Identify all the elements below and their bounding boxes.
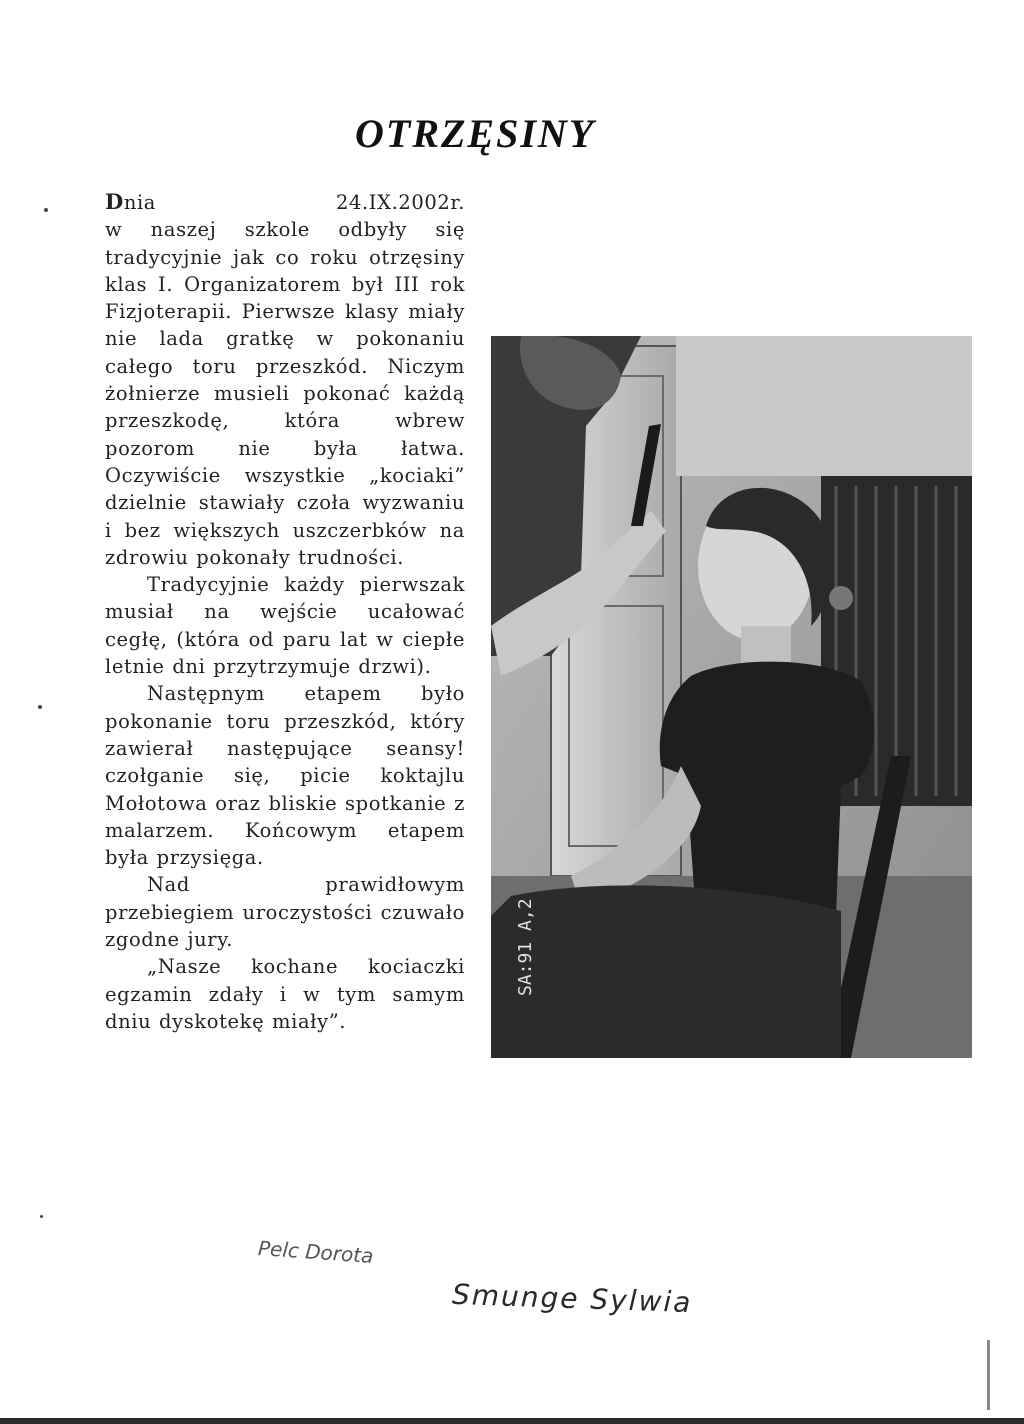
paragraph-1 <box>105 188 465 571</box>
article-date: 24.IX.2002r. <box>336 191 465 214</box>
paragraph-3: Następnym etapem było pokonanie toru przeszkód, który zawierał następujące seansy! czołganie się, picie koktajlu Mołotowa oraz bliskie spotkanie z malarzem. Końcowym etapem była przysięga. <box>105 682 465 870</box>
scan-bottom-edge <box>0 1418 1024 1424</box>
paragraph-2: Tradycyjnie każdy pierwszak musiał na wejście ucałować cegłę, (która od paru lat w ciepłe letnie dni przytrzymuje drzwi). <box>105 573 465 679</box>
event-photo <box>491 336 972 1058</box>
date-line <box>105 188 465 216</box>
page-title: OTRZĘSINY <box>355 111 596 156</box>
photo-date-stamp: SA:91 A,2 <box>515 898 536 996</box>
drop-cap: D <box>105 189 124 214</box>
scan-speck <box>44 208 48 212</box>
paragraph-4: Nad prawidłowym przebiegiem uroczystości czuwało zgodne jury. <box>105 873 465 952</box>
scan-speck <box>38 705 42 709</box>
photo-illustration <box>491 336 972 1058</box>
paragraph-1-text: w naszej szkole odbyły się tradycyjnie jak co roku otrzęsiny klas I. Organizatorem był III rok Fizjoterapii. Pierwsze klasy miały nie lada gratkę w pokonaniu całego toru przeszkód. Niczym żołnierze musieli pokonać każdą przeszkodę, która wbrew pozorom nie była łatwa. Oczywiście wszystkie „kociaki” dzielnie stawiały czoła wyzwaniu i bez większych uszczerbków na zdrowiu pokonały trudności. <box>105 218 465 569</box>
signature-1: Pelc Dorota <box>257 1236 375 1268</box>
signature-2: Smunge Sylwia <box>451 1277 693 1320</box>
article-body <box>105 188 465 1035</box>
date-label: nia <box>123 191 157 214</box>
scan-edge-mark <box>987 1340 990 1410</box>
paragraph-5: „Nasze kochane kociaczki egzamin zdały i w tym samym dniu dyskotekę miały”. <box>105 955 465 1033</box>
scan-speck <box>40 1215 43 1218</box>
